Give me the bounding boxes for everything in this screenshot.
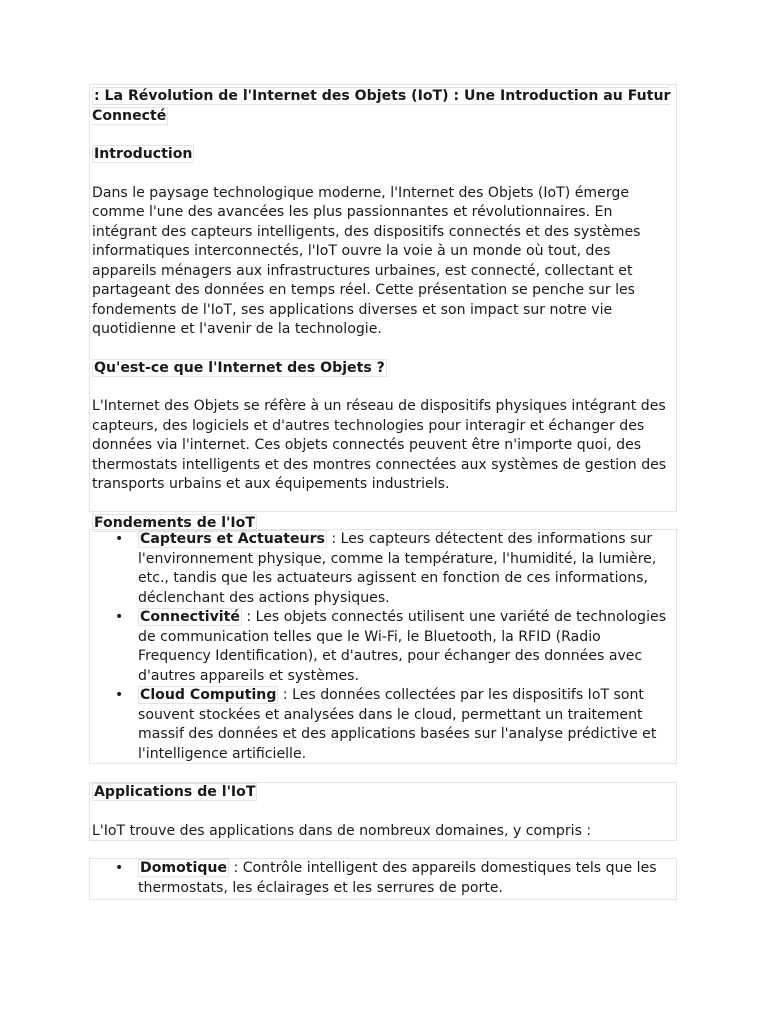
section-applications — [89, 782, 677, 841]
list-item — [92, 530, 674, 608]
intro-heading: Introduction — [94, 146, 193, 162]
bullet-icon: • — [115, 860, 124, 876]
document-title-wrap — [92, 87, 674, 126]
list-item-term: Domotique — [140, 860, 227, 876]
applications-intro: L'IoT trouve des applications dans de nombreux domaines, y compris : — [92, 822, 592, 839]
list-item-term: Capteurs et Actuateurs — [140, 531, 325, 547]
foundations-heading: Fondements de l'IoT — [94, 514, 255, 531]
list-item-text: : Contrôle intelligent des appareils domestiques tels que les thermostats, les éclairages et les serrures de porte. — [138, 860, 657, 896]
section-intro — [89, 84, 677, 531]
foundations-list — [92, 530, 674, 764]
applications-list — [92, 859, 674, 898]
list-item-text: : Les capteurs détectent des informations sur l'environnement physique, comme la température, l'humidité, la lumière, etc., tandis que les actuateurs agissent en fonction de ces informations, déclenchant des actions physiques. — [138, 531, 657, 606]
bullet-icon: • — [115, 687, 124, 703]
what-heading: Qu'est-ce que l'Internet des Objets ? — [94, 359, 385, 376]
applications-heading: Applications de l'IoT — [94, 784, 256, 800]
intro-paragraph: Dans le paysage technologique moderne, l'Internet des Objets (IoT) émerge comme l'une des avancées les plus passionnantes et révolutionnaires. En intégrant des capteurs intelligents, des dispositifs connectés et des systèmes informatiques interconnectés, l'IoT ouvre la voie à un monde où tout, des appareils ménagers aux infrastructures urbaines, est connecté, collectant et partageant des données en temps réel. Cette présentation se penche sur les fondements de l'IoT, ses applications diverses et son impact sur notre vie quotidienne et l'avenir de la technologie. — [92, 184, 641, 337]
list-item-text: : Les données collectées par les dispositifs IoT sont souvent stockées et analysées dans le cloud, permettant un traitement massif des données et des applications basées sur l'analyse prédictive et l'intelligence artificielle. — [138, 687, 657, 762]
list-item-term: Cloud Computing — [140, 687, 277, 703]
applications-list-block — [89, 858, 677, 900]
list-item — [92, 859, 674, 898]
foundations-list-block — [89, 529, 677, 764]
document-title: : La Révolution de l'Internet des Objets (IoT) : Une Introduction au Futur Connecté — [92, 88, 671, 124]
list-item — [92, 686, 674, 764]
list-item — [92, 608, 674, 686]
bullet-icon: • — [115, 531, 124, 547]
what-paragraph: L'Internet des Objets se réfère à un réseau de dispositifs physiques intégrant des capteurs, des logiciels et d'autres technologies pour interagir et échanger des données via l'internet. Ces objets connectés peuvent être n'importe quoi, des thermostats intelligents et des montres connectées aux systèmes de gestion des transports urbains et aux équipements industriels. — [92, 398, 667, 492]
bullet-icon: • — [115, 609, 124, 625]
list-item-text: : Les objets connectés utilisent une variété de technologies de communication telles que le Wi-Fi, le Bluetooth, la RFID (Radio Frequency Identification), et d'autres, pour échanger des données avec d'autres appareils et systèmes. — [138, 609, 667, 684]
list-item-term: Connectivité — [140, 609, 240, 625]
